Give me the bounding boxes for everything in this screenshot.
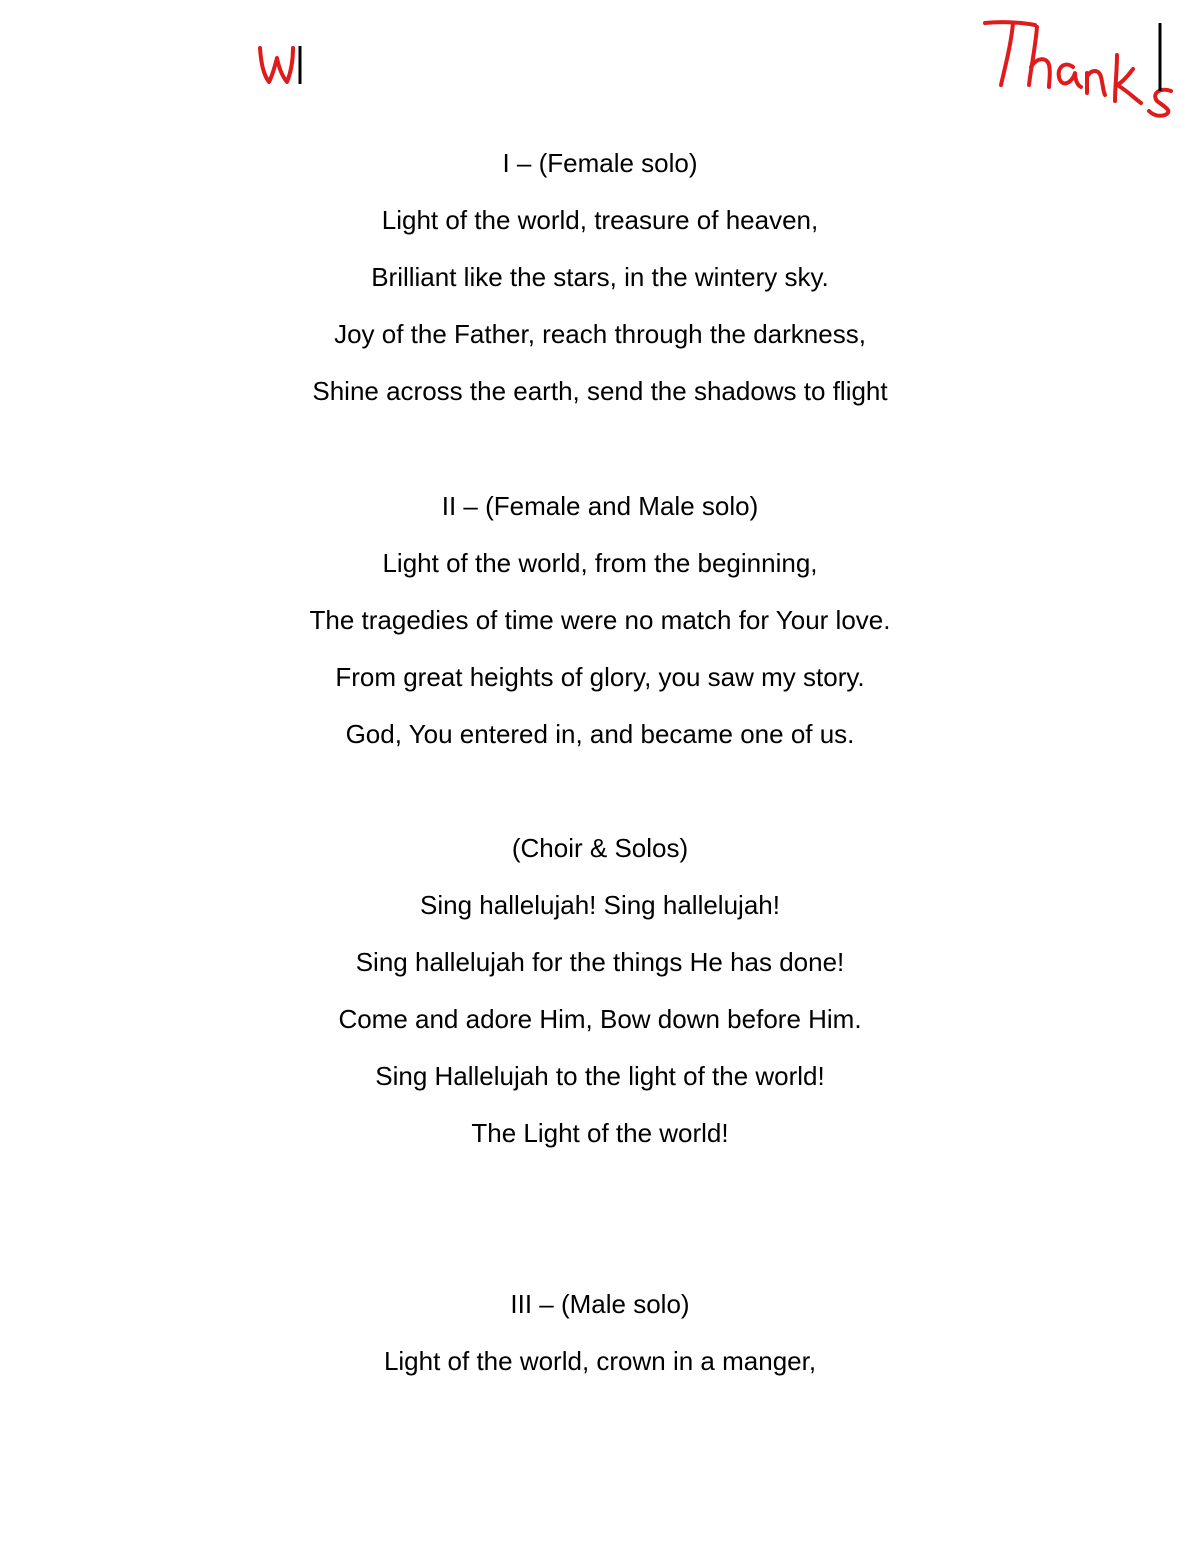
handwritten-thanks-mark xyxy=(975,5,1195,120)
verse1-heading: I – (Female solo) xyxy=(502,148,698,178)
verse2-heading: II – (Female and Male solo) xyxy=(441,491,759,521)
verse2-line: Light of the world, from the beginning, xyxy=(382,548,818,578)
verse1-line: Brilliant like the stars, in the wintery sky. xyxy=(371,262,829,292)
verse1-line: Light of the world, treasure of heaven, xyxy=(381,205,819,235)
chorus-line: The Light of the world! xyxy=(471,1118,729,1148)
chorus-line: Sing Hallelujah to the light of the world! xyxy=(375,1061,825,1091)
chorus-line: Sing hallelujah! Sing hallelujah! xyxy=(420,890,780,920)
verse1-line: Joy of the Father, reach through the darkness, xyxy=(334,319,866,349)
verse3-line: Light of the world, crown in a manger, xyxy=(383,1346,817,1376)
verse2-line: God, You entered in, and became one of us. xyxy=(345,719,855,749)
handwritten-w-mark xyxy=(255,40,315,90)
verse2-line: From great heights of glory, you saw my story. xyxy=(335,662,865,692)
verse3-heading: III – (Male solo) xyxy=(510,1289,690,1319)
verse1-line: Shine across the earth, send the shadows to flight xyxy=(312,376,888,406)
chorus-line: Come and adore Him, Bow down before Him. xyxy=(338,1004,862,1034)
chorus-line: Sing hallelujah for the things He has done! xyxy=(355,947,845,977)
verse2-line: The tragedies of time were no match for Your love. xyxy=(309,605,891,635)
chorus-heading: (Choir & Solos) xyxy=(511,833,689,863)
